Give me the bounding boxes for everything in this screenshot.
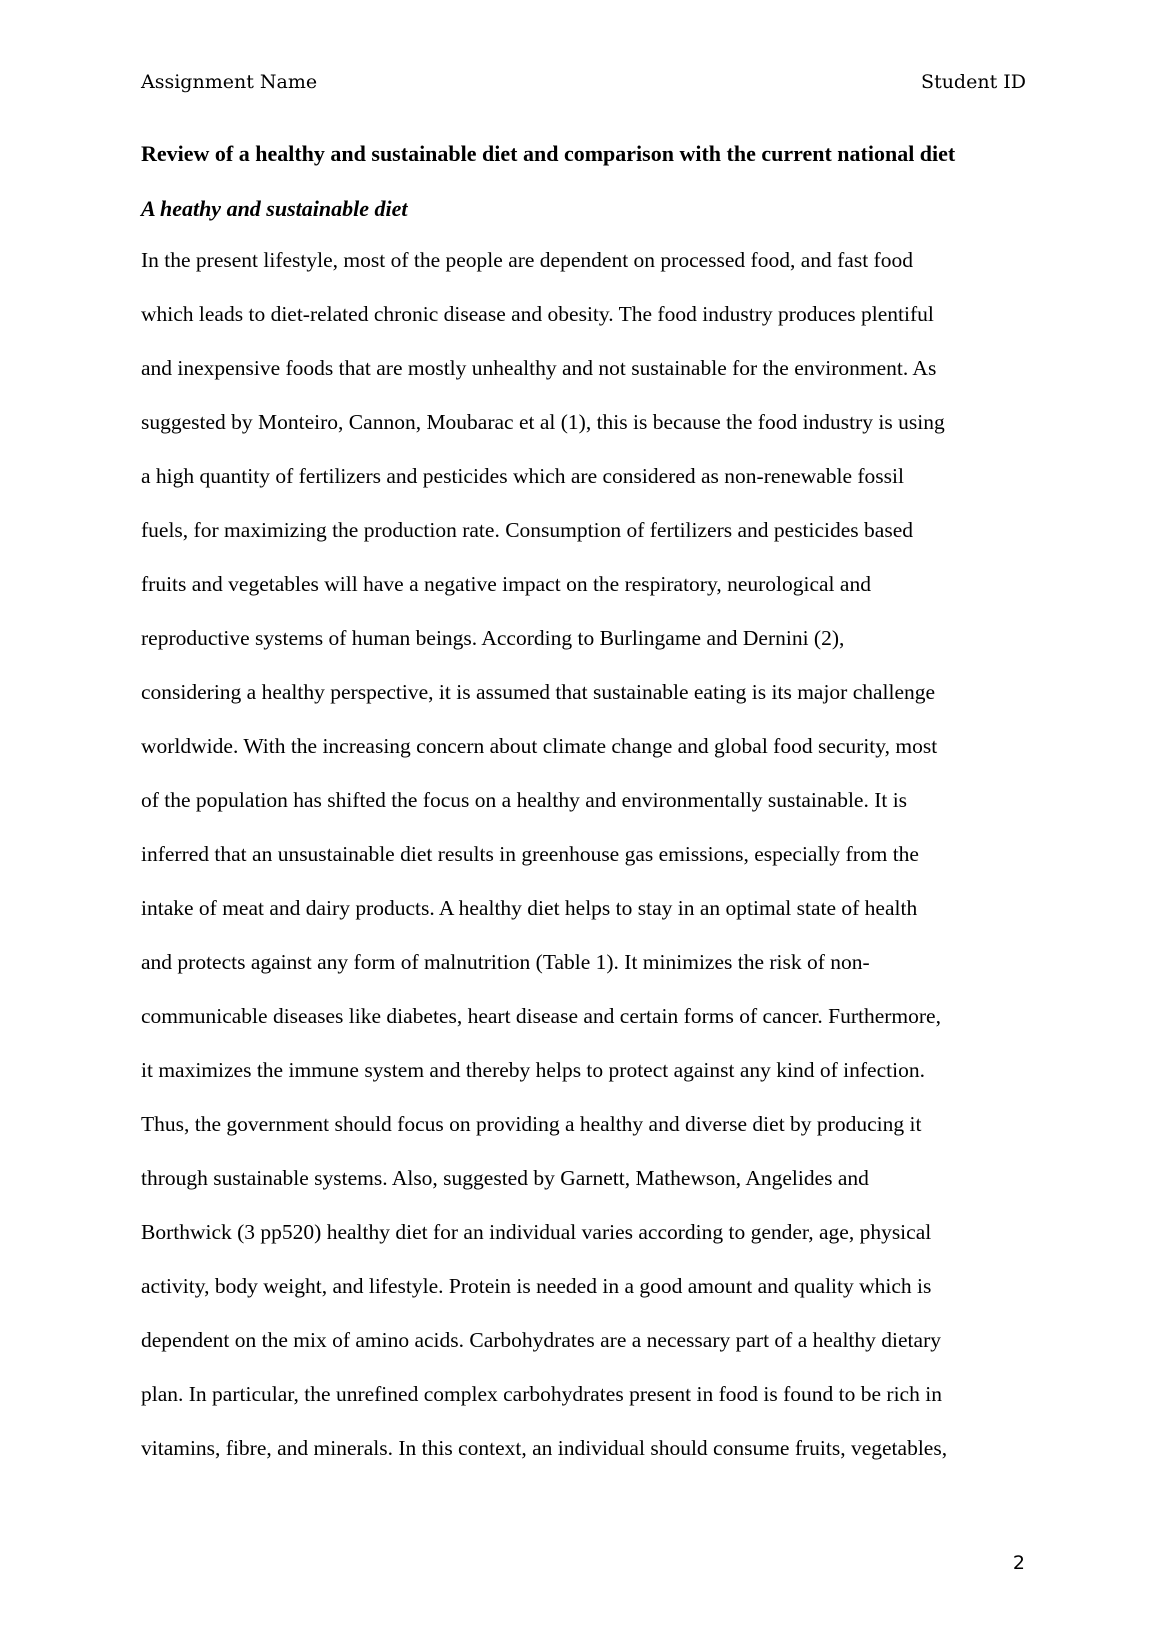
document-title: Review of a healthy and sustainable diet and comparison with the current national diet	[141, 141, 956, 166]
paragraph-line: intake of meat and dairy products. A healthy diet helps to stay in an optimal state of health	[141, 896, 918, 920]
header-assignment-name: Assignment Name	[141, 71, 318, 93]
paragraph-line: fruits and vegetables will have a negative impact on the respiratory, neurological and	[141, 572, 871, 596]
paragraph-line: considering a healthy perspective, it is assumed that sustainable eating is its major challenge	[141, 680, 936, 704]
paragraph-line: worldwide. With the increasing concern about climate change and global food security, most	[141, 734, 938, 758]
paragraph-line: activity, body weight, and lifestyle. Protein is needed in a good amount and quality which is	[141, 1274, 932, 1298]
paragraph-line: plan. In particular, the unrefined complex carbohydrates present in food is found to be rich in	[141, 1382, 942, 1406]
page-number: 2	[1012, 1552, 1025, 1574]
paragraph-line: Borthwick (3 pp520) healthy diet for an individual varies according to gender, age, physical	[141, 1220, 932, 1244]
paragraph-line: dependent on the mix of amino acids. Carbohydrates are a necessary part of a healthy dietary	[141, 1328, 941, 1352]
paragraph-line: reproductive systems of human beings. According to Burlingame and Dernini (2),	[141, 626, 845, 650]
paragraph-line: fuels, for maximizing the production rate. Consumption of fertilizers and pesticides based	[141, 518, 914, 542]
paragraph-line: of the population has shifted the focus on a healthy and environmentally sustainable. It is	[141, 788, 908, 812]
section-heading: A heathy and sustainable diet	[141, 196, 408, 221]
paragraph-line: a high quantity of fertilizers and pesticides which are considered as non-renewable fossil	[141, 464, 904, 488]
paragraph-line: In the present lifestyle, most of the people are dependent on processed food, and fast food	[141, 248, 913, 272]
header-student-id: Student ID	[921, 71, 1026, 93]
paragraph-line: suggested by Monteiro, Cannon, Moubarac et al (1), this is because the food industry is using	[141, 410, 945, 434]
paragraph-line: and protects against any form of malnutrition (Table 1). It minimizes the risk of non-	[141, 950, 870, 974]
paragraph-line: Thus, the government should focus on providing a healthy and diverse diet by producing it	[141, 1112, 922, 1136]
paragraph-line: and inexpensive foods that are mostly unhealthy and not sustainable for the environment. As	[141, 356, 937, 380]
paragraph-line: vitamins, fibre, and minerals. In this context, an individual should consume fruits, vegetables,	[141, 1436, 948, 1460]
body-paragraph	[141, 244, 1041, 1486]
paragraph-line: inferred that an unsustainable diet results in greenhouse gas emissions, especially from the	[141, 842, 919, 866]
paragraph-line: it maximizes the immune system and thereby helps to protect against any kind of infection.	[141, 1058, 925, 1082]
paragraph-line: through sustainable systems. Also, suggested by Garnett, Mathewson, Angelides and	[141, 1166, 869, 1190]
paragraph-line: communicable diseases like diabetes, heart disease and certain forms of cancer. Furthermore,	[141, 1004, 941, 1028]
paragraph-line: which leads to diet-related chronic disease and obesity. The food industry produces plentiful	[141, 302, 934, 326]
